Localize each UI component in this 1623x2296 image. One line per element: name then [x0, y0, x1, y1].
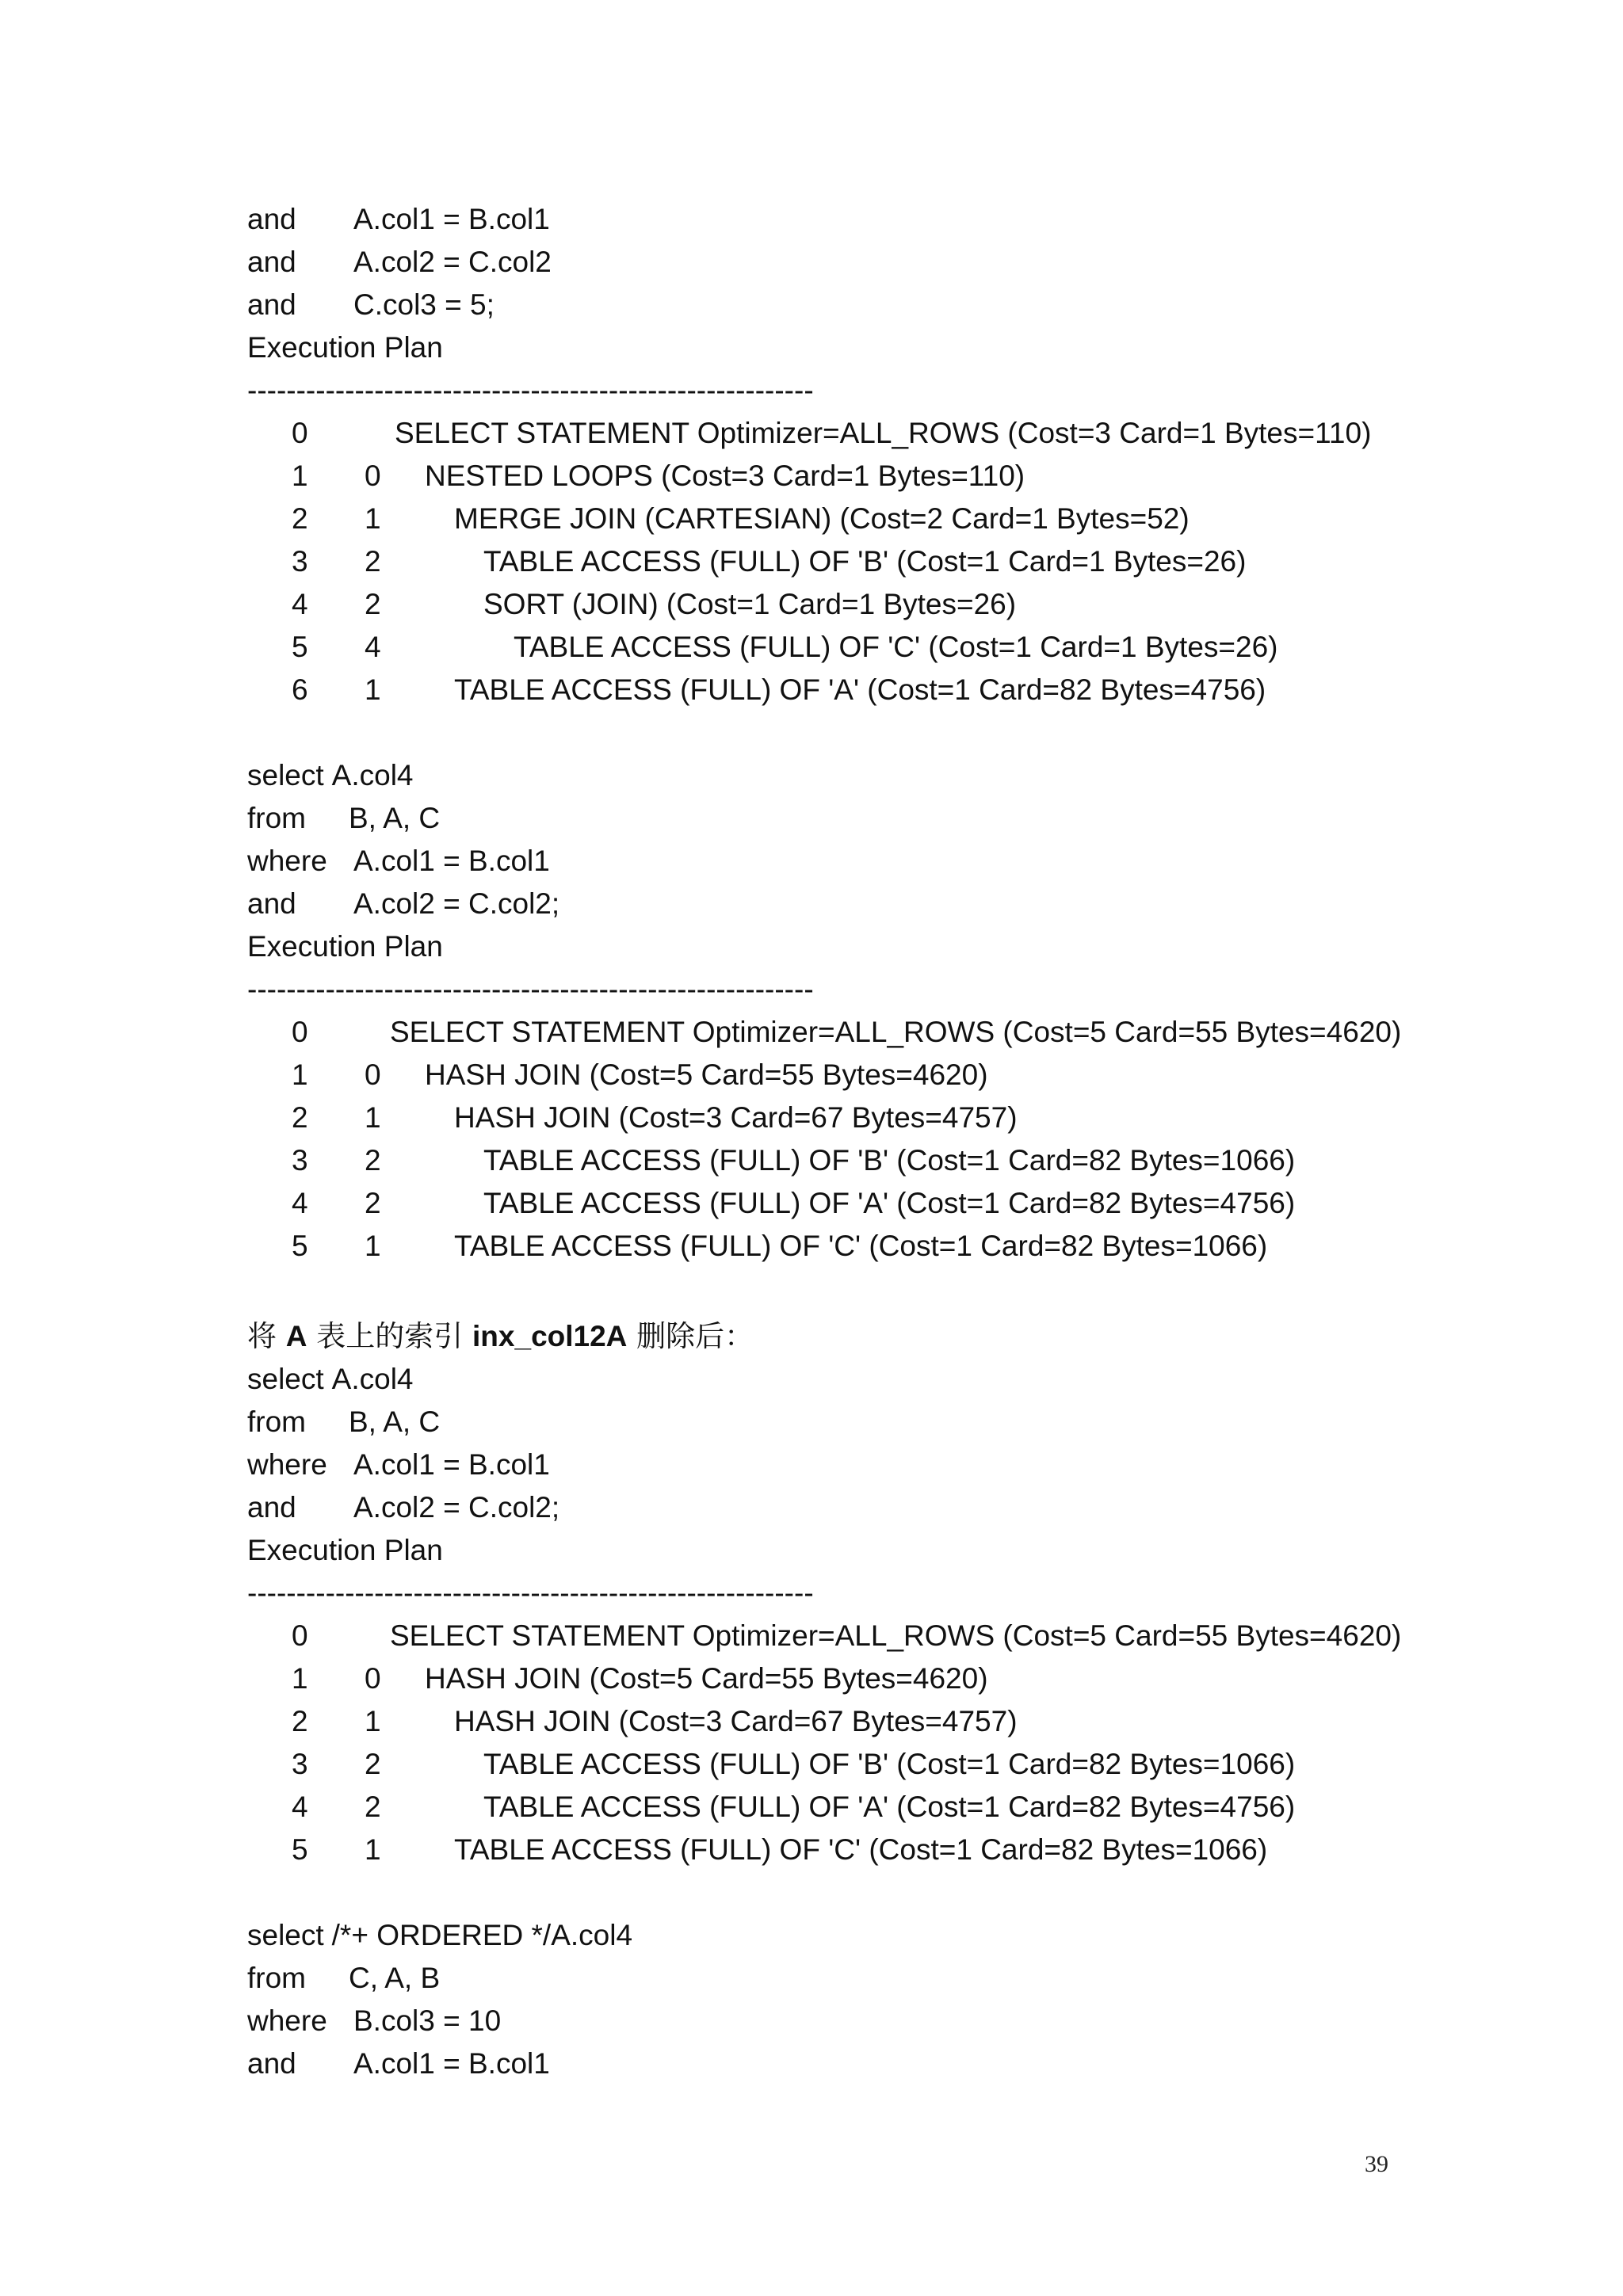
- plan-step-id: 2: [292, 502, 308, 535]
- sql-line: [247, 198, 550, 241]
- plan-parent-id: 2: [365, 588, 381, 620]
- sql-keyword: where: [247, 2004, 327, 2037]
- plan-step-id: 1: [292, 1058, 308, 1091]
- plan-parent-id: 2: [365, 1187, 381, 1219]
- sql-keyword: from: [247, 1405, 306, 1438]
- plan-step-id: 4: [292, 1791, 308, 1823]
- plan-rule: ----------------------------------------------------------: [247, 374, 814, 406]
- sql-clause: A.col2 = C.col2;: [353, 887, 560, 920]
- sql-clause: A.col2 = C.col2;: [353, 1491, 560, 1524]
- sql-clause: B, A, C: [349, 802, 441, 834]
- sql-clause: A.col1 = B.col1: [353, 203, 550, 235]
- sql-clause: A.col4: [331, 1363, 414, 1395]
- sql-clause: B, A, C: [349, 1405, 441, 1438]
- plan-step-id: 0: [292, 1619, 308, 1652]
- plan-parent-id: 2: [365, 1144, 381, 1177]
- plan-parent-id: 4: [365, 631, 381, 663]
- plan-operation: TABLE ACCESS (FULL) OF 'C' (Cost=1 Card=82 Bytes=1066): [454, 1833, 1268, 1866]
- plan-step-id: 5: [292, 1230, 308, 1262]
- sql-clause: A.col1 = B.col1: [353, 2047, 550, 2080]
- sql-keyword: select: [247, 1919, 324, 1951]
- plan-step-id: 2: [292, 1705, 308, 1737]
- plan-operation: TABLE ACCESS (FULL) OF 'A' (Cost=1 Card=82 Bytes=4756): [454, 673, 1266, 706]
- plan-step-id: 2: [292, 1101, 308, 1134]
- plan-operation: SELECT STATEMENT Optimizer=ALL_ROWS (Cost=3 Card=1 Bytes=110): [395, 417, 1372, 449]
- plan-title: Execution Plan: [247, 331, 443, 364]
- plan-step-id: 1: [292, 460, 308, 492]
- sql-clause: A.col1 = B.col1: [353, 1448, 550, 1481]
- sql-line: [247, 1358, 414, 1401]
- plan-operation: TABLE ACCESS (FULL) OF 'C' (Cost=1 Card=82 Bytes=1066): [454, 1230, 1268, 1262]
- sql-line: [247, 241, 552, 284]
- sql-line: [247, 2000, 501, 2042]
- note-table-name: A: [285, 1320, 307, 1352]
- sql-clause: C.col3 = 5;: [353, 288, 495, 321]
- sql-keyword: and: [247, 2047, 296, 2080]
- sql-line: [247, 840, 550, 883]
- sql-keyword: and: [247, 288, 296, 321]
- sql-keyword: and: [247, 203, 296, 235]
- plan-parent-id: 2: [365, 1791, 381, 1823]
- sql-line: [247, 284, 495, 326]
- plan-parent-id: 1: [365, 673, 381, 706]
- sql-clause: C, A, B: [349, 1962, 441, 1994]
- plan-operation: TABLE ACCESS (FULL) OF 'B' (Cost=1 Card=82 Bytes=1066): [483, 1144, 1296, 1177]
- sql-clause: A.col1 = B.col1: [353, 845, 550, 877]
- plan-operation: TABLE ACCESS (FULL) OF 'B' (Cost=1 Card=1 Bytes=26): [483, 545, 1247, 578]
- plan-step-id: 0: [292, 417, 308, 449]
- sql-line: [247, 1486, 559, 1529]
- plan-parent-id: 1: [365, 1833, 381, 1866]
- plan-parent-id: 2: [365, 1748, 381, 1780]
- sql-line: [247, 2042, 550, 2085]
- sql-keyword: and: [247, 887, 296, 920]
- plan-operation: SELECT STATEMENT Optimizer=ALL_ROWS (Cost=5 Card=55 Bytes=4620): [390, 1016, 1402, 1048]
- note-text: 删除后：: [627, 1319, 754, 1353]
- sql-clause: B.col3 = 10: [353, 2004, 502, 2037]
- plan-step-id: 5: [292, 1833, 308, 1866]
- plan-parent-id: 0: [365, 1662, 381, 1695]
- plan-parent-id: 1: [365, 1230, 381, 1262]
- sql-keyword: and: [247, 1491, 296, 1524]
- plan-operation: TABLE ACCESS (FULL) OF 'A' (Cost=1 Card=82 Bytes=4756): [483, 1791, 1296, 1823]
- sql-clause: /*+ ORDERED */A.col4: [331, 1919, 633, 1951]
- sql-keyword: select: [247, 759, 324, 791]
- sql-clause: A.col2 = C.col2: [353, 246, 552, 278]
- plan-operation: TABLE ACCESS (FULL) OF 'B' (Cost=1 Card=82 Bytes=1066): [483, 1748, 1296, 1780]
- plan-step-id: 3: [292, 1748, 308, 1780]
- sql-keyword: where: [247, 845, 327, 877]
- sql-line: [247, 1401, 440, 1444]
- sql-line: [247, 1914, 632, 1957]
- plan-parent-id: 2: [365, 545, 381, 578]
- plan-title: Execution Plan: [247, 1534, 443, 1566]
- plan-step-id: 1: [292, 1662, 308, 1695]
- note-text: 将: [247, 1319, 286, 1353]
- note-text: 表上的索引: [307, 1319, 473, 1353]
- plan-step-id: 6: [292, 673, 308, 706]
- page-number: 39: [1365, 2151, 1388, 2177]
- plan-parent-id: 1: [365, 1705, 381, 1737]
- sql-line: [247, 1957, 440, 2000]
- plan-operation: HASH JOIN (Cost=3 Card=67 Bytes=4757): [454, 1101, 1018, 1134]
- plan-operation: HASH JOIN (Cost=5 Card=55 Bytes=4620): [425, 1662, 988, 1695]
- plan-parent-id: 1: [365, 502, 381, 535]
- sql-keyword: from: [247, 802, 306, 834]
- plan-step-id: 3: [292, 1144, 308, 1177]
- plan-operation: TABLE ACCESS (FULL) OF 'C' (Cost=1 Card=1 Bytes=26): [514, 631, 1278, 663]
- plan-operation: HASH JOIN (Cost=5 Card=55 Bytes=4620): [425, 1058, 988, 1091]
- sql-line: [247, 797, 440, 840]
- plan-parent-id: 1: [365, 1101, 381, 1134]
- plan-operation: NESTED LOOPS (Cost=3 Card=1 Bytes=110): [425, 460, 1025, 492]
- plan-operation: TABLE ACCESS (FULL) OF 'A' (Cost=1 Card=82 Bytes=4756): [483, 1187, 1296, 1219]
- note-index-name: inx_col12A: [472, 1320, 628, 1352]
- sql-line: [247, 1444, 550, 1486]
- section-note: [247, 1315, 754, 1358]
- sql-line: [247, 883, 559, 925]
- plan-parent-id: 0: [365, 460, 381, 492]
- sql-clause: A.col4: [331, 759, 414, 791]
- sql-keyword: from: [247, 1962, 306, 1994]
- plan-step-id: 4: [292, 588, 308, 620]
- plan-operation: MERGE JOIN (CARTESIAN) (Cost=2 Card=1 Bytes=52): [454, 502, 1190, 535]
- plan-title: Execution Plan: [247, 930, 443, 963]
- plan-rule: ----------------------------------------------------------: [247, 973, 814, 1005]
- plan-step-id: 4: [292, 1187, 308, 1219]
- plan-step-id: 3: [292, 545, 308, 578]
- sql-keyword: and: [247, 246, 296, 278]
- sql-keyword: select: [247, 1363, 324, 1395]
- plan-step-id: 0: [292, 1016, 308, 1048]
- sql-line: [247, 754, 414, 797]
- plan-rule: ----------------------------------------------------------: [247, 1577, 814, 1609]
- sql-keyword: where: [247, 1448, 327, 1481]
- plan-operation: SELECT STATEMENT Optimizer=ALL_ROWS (Cost=5 Card=55 Bytes=4620): [390, 1619, 1402, 1652]
- plan-step-id: 5: [292, 631, 308, 663]
- plan-operation: HASH JOIN (Cost=3 Card=67 Bytes=4757): [454, 1705, 1018, 1737]
- plan-parent-id: 0: [365, 1058, 381, 1091]
- plan-operation: SORT (JOIN) (Cost=1 Card=1 Bytes=26): [483, 588, 1017, 620]
